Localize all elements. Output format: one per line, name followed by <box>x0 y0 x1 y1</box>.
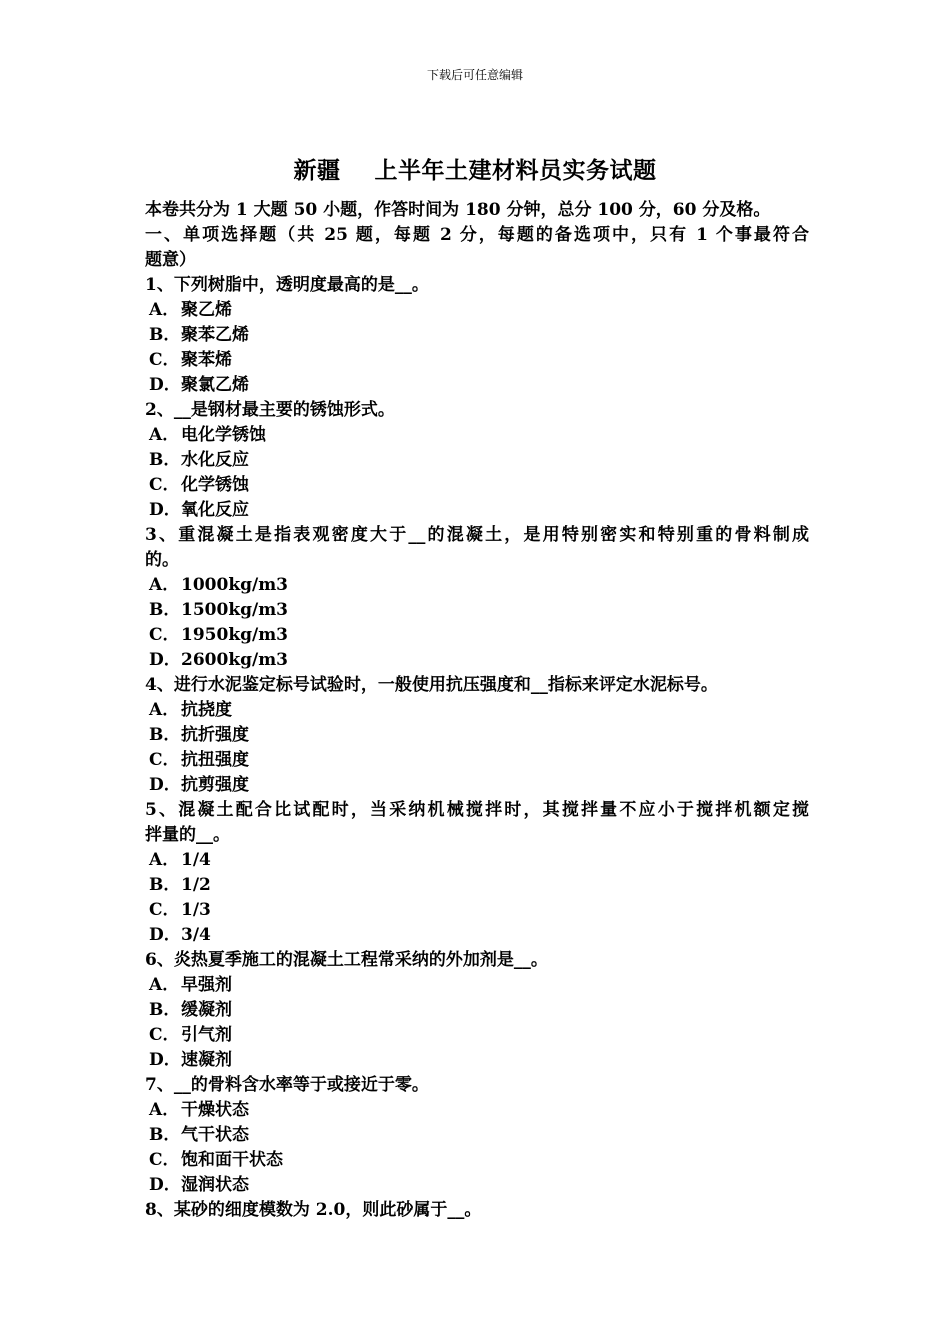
answer-option <box>145 1173 809 1198</box>
question-stem: 3、重混凝土是指表观密度大于__的混凝土，是用特别密实和特别重的骨料制成 <box>145 525 809 545</box>
option-letter: A． <box>149 1100 180 1120</box>
answer-option <box>145 698 809 723</box>
question-stem: 1、下列树脂中，透明度最高的是__。 <box>145 275 429 295</box>
answer-option <box>145 748 809 773</box>
document-body <box>145 198 809 1223</box>
option-text: 引气剂 <box>181 1025 232 1045</box>
option-letter: D． <box>149 1050 181 1070</box>
question-item <box>145 673 809 798</box>
option-text: 1/3 <box>181 900 211 920</box>
answer-option <box>145 323 809 348</box>
option-text: 聚苯烯 <box>181 350 232 370</box>
answer-option <box>145 648 809 673</box>
option-letter: C． <box>149 350 180 370</box>
option-letter: D． <box>149 500 181 520</box>
option-text: 早强剂 <box>181 975 232 995</box>
option-text: 电化学锈蚀 <box>181 425 266 445</box>
option-letter: B． <box>149 325 181 345</box>
section-heading: 一、单项选择题（共 25 题，每题 2 分，每题的备选项中，只有 1 个事最符合 <box>145 225 809 245</box>
option-text: 聚乙烯 <box>181 300 232 320</box>
option-letter: A． <box>149 975 180 995</box>
option-text: 水化反应 <box>181 450 249 470</box>
answer-option <box>145 598 809 623</box>
answer-option <box>145 623 809 648</box>
answer-option <box>145 1123 809 1148</box>
question-list <box>145 273 809 1223</box>
option-letter: A． <box>149 425 180 445</box>
question-stem: 5、混凝土配合比试配时，当采纳机械搅拌时，其搅拌量不应小于搅拌机额定搅 <box>145 800 809 820</box>
option-text: 1/4 <box>181 850 211 870</box>
option-text: 1500kg/m3 <box>181 600 289 620</box>
option-letter: C． <box>149 1025 180 1045</box>
option-text: 3/4 <box>181 925 211 945</box>
answer-option <box>145 898 809 923</box>
answer-option <box>145 848 809 873</box>
question-item <box>145 398 809 523</box>
answer-option <box>145 298 809 323</box>
option-letter: D． <box>149 775 181 795</box>
answer-option <box>145 723 809 748</box>
question-stem: 4、进行水泥鉴定标号试验时，一般使用抗压强度和__指标来评定水泥标号。 <box>145 675 718 695</box>
option-text: 缓凝剂 <box>181 1000 232 1020</box>
answer-option <box>145 348 809 373</box>
option-letter: C． <box>149 1150 180 1170</box>
answer-option <box>145 373 809 398</box>
option-letter: B． <box>149 875 181 895</box>
answer-option <box>145 1148 809 1173</box>
option-letter: D． <box>149 925 181 945</box>
option-letter: A． <box>149 575 180 595</box>
option-text: 抗折强度 <box>181 725 249 745</box>
option-text: 聚苯乙烯 <box>181 325 249 345</box>
option-letter: C． <box>149 475 180 495</box>
answer-option <box>145 573 809 598</box>
question-stem-continued: 的。 <box>145 550 179 570</box>
option-letter: B． <box>149 600 181 620</box>
question-item <box>145 798 809 948</box>
answer-option <box>145 923 809 948</box>
option-text: 湿润状态 <box>181 1175 249 1195</box>
option-text: 气干状态 <box>181 1125 249 1145</box>
question-item <box>145 1198 809 1223</box>
question-stem: 6、炎热夏季施工的混凝土工程常采纳的外加剂是__。 <box>145 950 548 970</box>
question-stem: 2、__是钢材最主要的锈蚀形式。 <box>145 400 395 420</box>
question-item <box>145 273 809 398</box>
answer-option <box>145 1023 809 1048</box>
option-text: 1950kg/m3 <box>181 625 289 645</box>
option-text: 抗剪强度 <box>181 775 249 795</box>
question-item <box>145 1073 809 1198</box>
answer-option <box>145 1098 809 1123</box>
answer-option <box>145 448 809 473</box>
option-letter: C． <box>149 625 180 645</box>
option-letter: D． <box>149 650 181 670</box>
section-heading-continued: 题意） <box>145 250 196 270</box>
option-letter: D． <box>149 375 181 395</box>
answer-option <box>145 473 809 498</box>
option-text: 化学锈蚀 <box>181 475 249 495</box>
option-text: 1000kg/m3 <box>181 575 289 595</box>
option-text: 1/2 <box>181 875 211 895</box>
question-stem: 8、某砂的细度模数为 2.0，则此砂属于__。 <box>145 1200 482 1220</box>
option-text: 干燥状态 <box>181 1100 249 1120</box>
option-text: 聚氯乙烯 <box>181 375 249 395</box>
option-letter: D． <box>149 1175 181 1195</box>
question-stem: 7、__的骨料含水率等于或接近于零。 <box>145 1075 429 1095</box>
answer-option <box>145 773 809 798</box>
answer-option <box>145 998 809 1023</box>
option-text: 抗挠度 <box>181 700 232 720</box>
answer-option <box>145 873 809 898</box>
option-letter: B． <box>149 725 181 745</box>
option-letter: A． <box>149 300 180 320</box>
answer-option <box>145 1048 809 1073</box>
document-title: 新疆 上半年土建材料员实务试题 <box>293 157 657 184</box>
option-letter: A． <box>149 850 180 870</box>
header-note: 下载后可任意编辑 <box>426 68 523 82</box>
question-stem-continued: 拌量的__。 <box>145 825 230 845</box>
option-text: 抗扭强度 <box>181 750 249 770</box>
option-text: 速凝剂 <box>181 1050 232 1070</box>
question-item <box>145 523 809 673</box>
question-item <box>145 948 809 1073</box>
option-letter: B． <box>149 1125 181 1145</box>
option-text: 2600kg/m3 <box>181 650 289 670</box>
option-letter: C． <box>149 900 180 920</box>
option-letter: A． <box>149 700 180 720</box>
answer-option <box>145 498 809 523</box>
option-letter: B． <box>149 450 181 470</box>
option-letter: B． <box>149 1000 181 1020</box>
option-letter: C． <box>149 750 180 770</box>
answer-option <box>145 973 809 998</box>
intro-text: 本卷共分为 1 大题 50 小题，作答时间为 180 分钟，总分 100 分，60 分及格。 <box>145 200 771 220</box>
option-text: 氧化反应 <box>181 500 249 520</box>
option-text: 饱和面干状态 <box>181 1150 283 1170</box>
answer-option <box>145 423 809 448</box>
